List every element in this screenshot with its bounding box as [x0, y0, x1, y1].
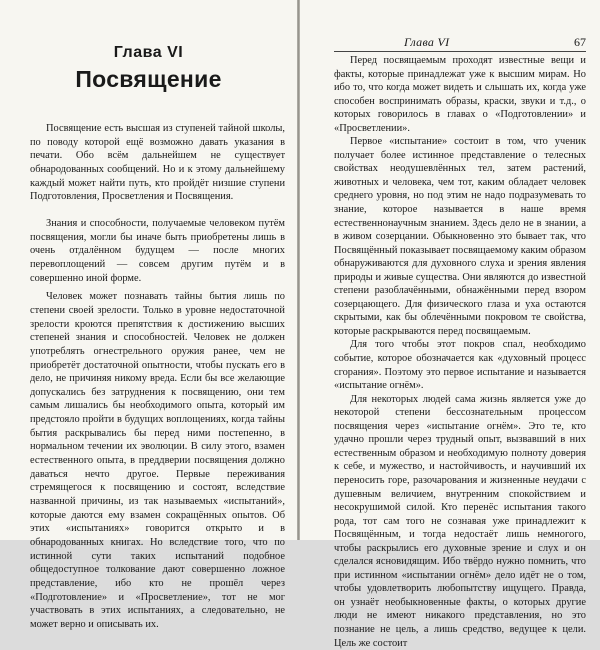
chapter-number: Глава VI [113, 44, 184, 61]
chapter-title: Посвящение [75, 66, 222, 92]
left-page [0, 0, 297, 630]
paragraph: Для того чтобы этот покров спал, необходимо событие, которое обозначается как «духовный процесс сгорания». Поэтому это первое испытание и называется «испытание огнём». [334, 339, 586, 392]
paragraph: Человек может познавать тайны бытия лишь по степени своей зрелости. Только в уровне недостаточной зрелости кроются препятствия к достижению высших степеней знания и способностей. Человек не должен употреблять огнестрельного оружия ранее, чем не приобретёт достаточной опытности, чтобы пускать его в дело, не причиняя никому вреда. Если бы все желающие допускались без затруднения к посвящению, они тем самым лишались бы необходимого опыта, который им предстояло пройти в будущих воплощениях, когда тайны бытия раскрывались бы перед ними постепенно, в нормальном течении их эволюции. В силу этого, взамен естественного опыта, в преддверии посвящения должно даваться нечто другое. Первые переживания стремящегося к посвящению и состоят, вследствие названной причины, из так называемых «испытаний», которые даются ему взамен сокращённых опытов. Об этих «испытаниях» говорится открыто и в обнародованных книгах. Но вследствие того, что по истинной сути таких испытаний подобное общедоступное толкование дают совершенно ложное представление, ибо кто не прошёл через «Подготовление» и «Просветление», тот не мог участвовать в этих испытаниях, а следовательно, не может верно и описывать их. [30, 291, 285, 630]
right-page [300, 0, 600, 649]
paragraph: Знания и способности, получаемые человеком путём посвящения, могли бы иначе быть приобретены лишь в очень отдалённом будущем — после многих перевоплощений — совсем другим путём и в совершенно иной форме. [30, 217, 285, 284]
paragraph: Перед посвящаемым проходят известные вещи и факты, которые принадлежат уже к высшим мирам. Но ибо то, что когда может видеть и слышать их, когда уже способен воспринимать образы, краски, звуки и т.д., о которых говорилось в главах о «Подготовлении» и «Просветлении». [334, 55, 586, 134]
paragraph: Первое «испытание» состоит в том, что ученик получает более истинное представление о телесных свойствах неодушевлённых тел, затем растений, животных и человека, чем тот, каким обладает человек среднего уровня, но под этим не надо подразумевать то знание, которое называется в наше время естественнонаучным знанием. Здесь дело не в знании, а в живом созерцании. Обыкновенно это бывает так, что Посвящённый показывает посвящаемому каким образом обнаруживаются для духовного слуха и зрения явления природы и живые существа. Они являются до известной степени разоблачёнными, обнажёнными перед взором созерцающего. Для физического глаза и уха остаются скрытыми, как бы облечёнными покровом те свойства, которые раскрываются перед посвящаемым. [334, 136, 586, 337]
paragraph: Посвящение есть высшая из ступеней тайной школы, по поводу которой ещё возможно давать указания в печати. Обо всём дальнейшем не существует обнародованных сообщений. Но и к этому дальнейшему каждый может найти путь, кто пройдёт низшие ступени Подготовления, Просветления и Посвящения. [30, 123, 285, 203]
running-head-title: Глава VI [404, 35, 450, 49]
page-number: 67 [574, 35, 586, 49]
running-header [334, 35, 586, 52]
left-page-body [30, 122, 285, 632]
paragraph: Для некоторых людей сама жизнь является уже до некоторой степени бессознательным процессом посвящения через «испытание огнём». Это те, кто удачно прошли через трудный опыт, вызвавший в них естественным образом и необходимую полноту доверия к себе, и мужество, и настойчивость, и научивший их переносить горе, разочарования и жизненные неудачи с душевным величием, внутренним спокойствием и несокрушимой силой. Кто перенёс испытания такого рода, тот сам того не сознавая уже принадлежит к Посвящённым, и тогда недостаёт лишь немногого, чтобы раскрылись его духовные зрение и слух и он сделался ясновидящим. Ибо твёрдо нужно помнить, что при истинном «испытании огнём» дело идёт не о том, чтобы удовлетворить любопытству ищущего. Правда, он узнаёт необыкновенные факты, о которых другие люди не имеют никакого представления, но это познание не цель, а лишь средство, ведущее к цели. Цель же состоит [334, 393, 586, 649]
right-page-body [334, 54, 586, 650]
